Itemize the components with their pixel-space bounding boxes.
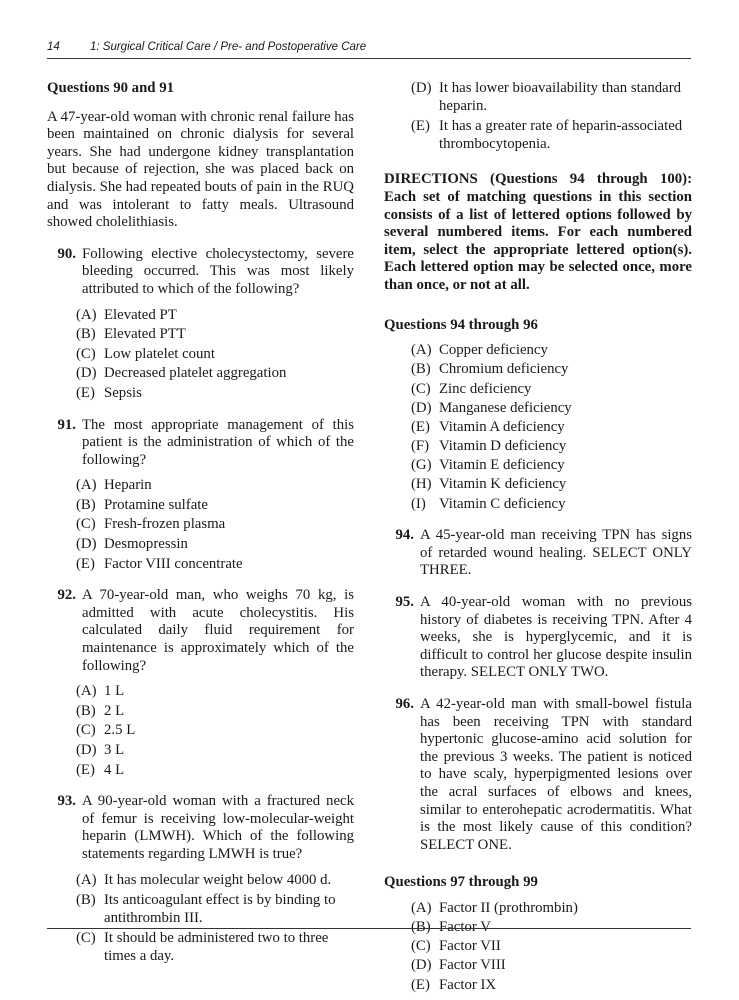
option-label: (C): [411, 380, 431, 397]
option: [47, 536, 354, 554]
option: [47, 326, 354, 344]
option: [47, 762, 354, 780]
left-column: [47, 80, 354, 966]
question-text: A 40-year-old woman with no previous history of diabetes is receiving TPN. After 4 weeks, she is hyperglycemic, and it is difficult to control her glucose despite insulin therapy. SELECT ONLY TWO.: [420, 594, 692, 681]
option-label: (A): [76, 683, 97, 700]
option-label: (C): [411, 938, 431, 955]
option-label: (E): [411, 976, 430, 993]
option-text: It has a greater rate of heparin-associated thrombocytopenia.: [439, 118, 683, 152]
option-label: (E): [76, 761, 95, 778]
option-text: 3 L: [104, 742, 125, 758]
option-label: (D): [76, 742, 97, 758]
option-label: (A): [76, 306, 97, 323]
section-heading: Questions 94 through 96: [384, 316, 538, 333]
option: [47, 892, 354, 927]
option-label: (E): [411, 118, 430, 135]
question-96: [384, 696, 692, 854]
option-label: (H): [411, 476, 432, 493]
option-text: Vitamin E deficiency: [439, 457, 565, 474]
option-text: Vitamin C deficiency: [439, 495, 566, 512]
option-text: 4 L: [104, 761, 125, 778]
option-text: Low platelet count: [104, 345, 215, 362]
option-text: It should be administered two to three times a day.: [104, 930, 329, 964]
option: [384, 977, 692, 995]
option: [384, 938, 692, 956]
option: [47, 722, 354, 740]
question-93-options-continued: [384, 80, 692, 153]
questions-94-96-options: [384, 342, 692, 513]
question-text: A 42-year-old man with small-bowel fistula has been receiving TPN with standard hypertonic glucose-amino acid solution for the previous 3 weeks. The patient is noticed to have scaly, hyperpigmented lesions over the acral surfaces of elbows and knees, similar to enterohepatic acrodermatitis. What is the most likely cause of this condition? SELECT ONE.: [420, 695, 692, 853]
option-text: Zinc deficiency: [439, 380, 532, 397]
option-text: Factor VII: [439, 938, 501, 955]
question-91-options: [47, 477, 354, 573]
option-text: Factor II (prothrombin): [439, 899, 578, 916]
question-number: 94.: [395, 527, 414, 544]
option-text: Decreased platelet aggregation: [104, 365, 287, 382]
option-label: (B): [411, 919, 431, 936]
option-text: Chromium deficiency: [439, 361, 569, 378]
chapter-title: 1: Surgical Critical Care / Pre- and Postoperative Care: [90, 41, 367, 53]
question-text: A 70-year-old man, who weighs 70 kg, is admitted with acute cholecystitis. His calculated daily fluid requirement for maintenance is approximately which of the following?: [82, 587, 354, 674]
option: [47, 930, 354, 965]
option-label: (G): [411, 457, 432, 474]
option: [47, 477, 354, 495]
bottom-divider: [47, 928, 691, 929]
option-text: Vitamin A deficiency: [439, 418, 565, 435]
option-text: Factor V: [439, 919, 491, 936]
option-text: Vitamin D deficiency: [439, 438, 567, 455]
option-label: (D): [411, 399, 432, 416]
option-text: It has molecular weight below 4000 d.: [104, 871, 332, 888]
option-label: (D): [76, 536, 97, 553]
option-text: Its anticoagulant effect is by binding to antithrombin III.: [104, 892, 336, 926]
question-number: 96.: [395, 695, 414, 712]
option-text: 1 L: [104, 683, 125, 700]
option: [384, 342, 692, 360]
option: [384, 419, 692, 437]
option-text: Factor VIII concentrate: [104, 555, 243, 572]
option: [384, 476, 692, 494]
question-91: [47, 417, 354, 470]
question-95: [384, 594, 692, 682]
question-text: A 45-year-old man receiving TPN has signs of retarded wound healing. SELECT ONLY THREE.: [420, 527, 692, 579]
question-number: 95.: [395, 594, 414, 610]
option-label: (A): [411, 342, 432, 359]
option: [384, 361, 692, 379]
section-heading: Questions 90 and 91: [47, 80, 175, 96]
option: [47, 556, 354, 574]
section-heading: Questions 97 through 99: [384, 874, 538, 891]
option: [47, 365, 354, 383]
question-number: 91.: [57, 416, 76, 433]
option-label: (B): [411, 361, 431, 378]
option-label: (B): [76, 892, 96, 909]
option-text: Manganese deficiency: [439, 399, 572, 416]
page-number: 14: [47, 41, 60, 53]
question-90: [47, 246, 354, 299]
option: [384, 900, 692, 918]
option: [47, 742, 354, 760]
option-text: Factor VIII: [439, 957, 506, 974]
option-text: Fresh-frozen plasma: [104, 516, 226, 533]
question-93: [47, 793, 354, 863]
option: [384, 457, 692, 475]
option-text: Desmopressin: [104, 536, 188, 553]
option: [47, 307, 354, 325]
option-text: Heparin: [104, 477, 152, 494]
option-text: 2 L: [104, 702, 125, 719]
question-text: Following elective cholecystectomy, severe bleeding occurred. This was most likely attributed to which of the following?: [82, 245, 354, 297]
option-label: (E): [76, 384, 95, 401]
option-label: (B): [76, 496, 96, 513]
question-92-options: [47, 683, 354, 779]
question-number: 93.: [57, 793, 76, 810]
question-number: 92.: [57, 587, 76, 604]
option: [47, 385, 354, 403]
option-label: (C): [76, 516, 96, 533]
option: [47, 872, 354, 890]
option-label: (B): [76, 326, 96, 343]
option-text: It has lower bioavailability than standard heparin.: [439, 80, 682, 114]
right-column: [384, 80, 692, 994]
option: [384, 80, 692, 115]
option-text: Copper deficiency: [439, 342, 548, 359]
directions-block: DIRECTIONS (Questions 94 through 100): Each set of matching questions in this section consists of a list of lettered options followed by several numbered items. For each numbered item, select the appropriate lettered option(s). Each lettered option may be selected once, more than once, or not at all.: [384, 171, 692, 293]
option-label: (C): [76, 345, 96, 362]
questions-97-99-options: [384, 900, 692, 994]
option: [384, 957, 692, 975]
option: [384, 381, 692, 399]
question-92: [47, 587, 354, 675]
option-label: (C): [76, 930, 96, 947]
option: [384, 496, 692, 514]
option-text: Vitamin K deficiency: [439, 476, 567, 493]
option-label: (E): [76, 555, 95, 572]
running-header: [47, 38, 691, 59]
option: [47, 516, 354, 534]
option: [47, 497, 354, 515]
option-text: Elevated PTT: [104, 326, 186, 343]
question-90-options: [47, 307, 354, 403]
option: [47, 683, 354, 701]
option: [47, 346, 354, 364]
option-text: 2.5 L: [104, 722, 136, 739]
question-text: The most appropriate management of this patient is the administration of which of the following?: [82, 416, 354, 468]
option-label: (A): [76, 871, 97, 888]
option-text: Factor IX: [439, 976, 497, 993]
case-stem: A 47-year-old woman with chronic renal failure has been maintained on chronic dialysis for several years. She had undergone kidney transplantation but because of rejection, she was placed back on dialysis. She had repeated bouts of pain in the RUQ and was intolerant to fatty meals. Ultrasound showed cholelithiasis.: [47, 108, 354, 231]
option: [384, 118, 692, 153]
option-text: Protamine sulfate: [104, 496, 208, 513]
option-label: (A): [76, 477, 97, 494]
option-label: (B): [76, 702, 96, 719]
option: [384, 400, 692, 418]
option-text: Elevated PT: [104, 306, 177, 323]
option-label: (C): [76, 722, 96, 739]
option-label: (D): [76, 365, 97, 382]
option-label: (A): [411, 899, 432, 916]
option: [47, 703, 354, 721]
question-93-options: [47, 872, 354, 966]
option-label: (F): [411, 438, 430, 455]
question-number: 90.: [57, 245, 76, 262]
option: [384, 438, 692, 456]
option-label: (E): [411, 418, 430, 435]
option-label: (I): [411, 495, 426, 512]
option-label: (D): [411, 957, 432, 974]
option-label: (D): [411, 80, 432, 96]
option-text: Sepsis: [104, 384, 142, 401]
question-94: [384, 527, 692, 580]
question-text: A 90-year-old woman with a fractured neck of femur is receiving low-molecular-weight heparin (LMWH). Which of the following statements regarding LMWH is true?: [82, 793, 354, 862]
